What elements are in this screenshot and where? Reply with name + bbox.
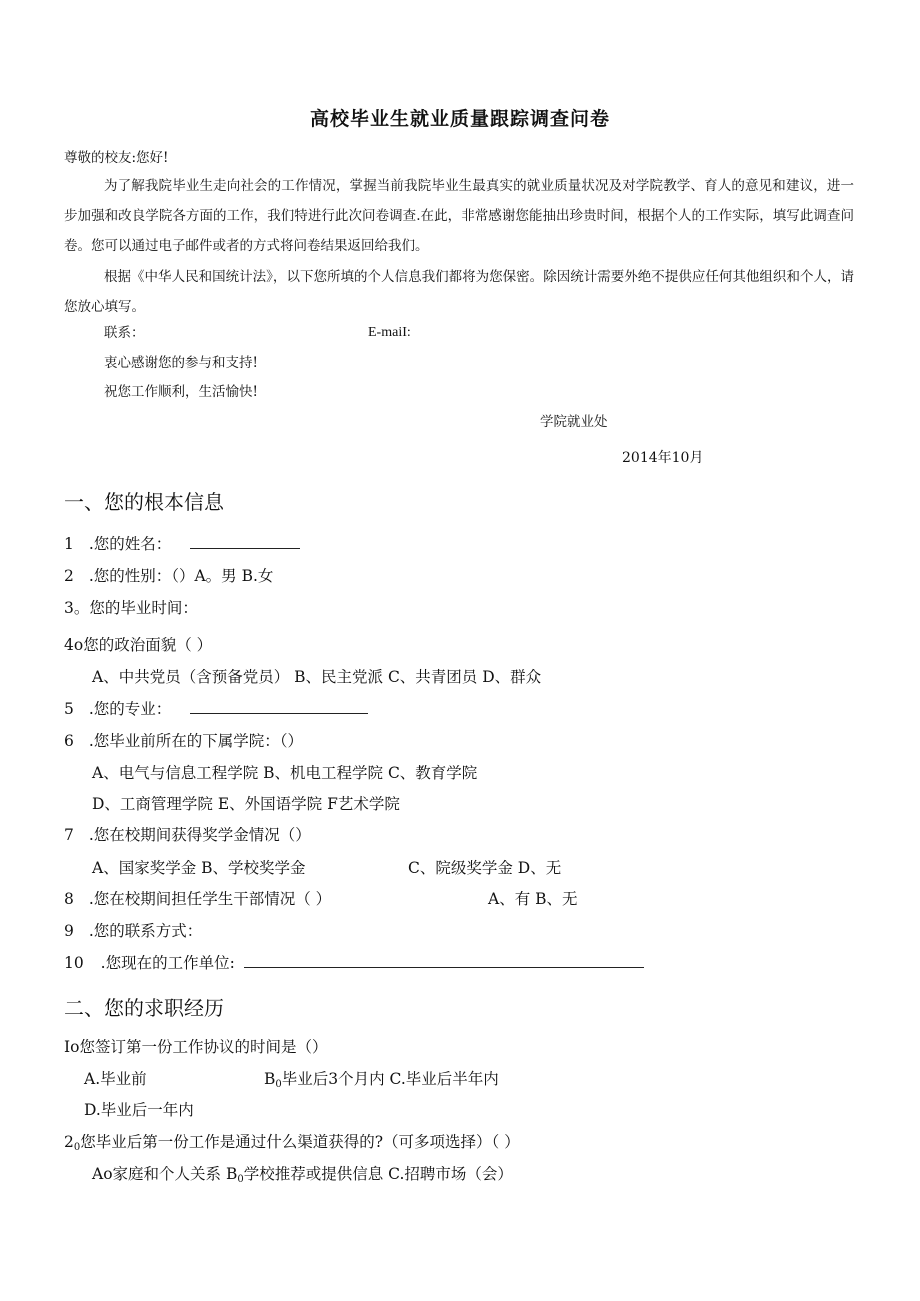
option-letter: B bbox=[264, 1070, 276, 1088]
question-number: 1 bbox=[64, 535, 74, 553]
question-subscript: 0 bbox=[73, 1142, 81, 1153]
question-8-options: A、有 B、无 bbox=[488, 890, 578, 908]
option-subscript: 0 bbox=[275, 1079, 282, 1090]
question-number: 5 bbox=[64, 700, 74, 718]
question-5 bbox=[64, 697, 368, 719]
question-number: 10 bbox=[64, 954, 84, 972]
question-number: 2 bbox=[64, 1133, 74, 1151]
option-text: Ao家庭和个人关系 B bbox=[92, 1165, 238, 1183]
question-number: 9 bbox=[64, 922, 74, 940]
s2-question-1: Io您签订第一份工作协议的时间是（） bbox=[64, 1038, 328, 1056]
name-answer-line[interactable] bbox=[190, 534, 300, 549]
employer-answer-line[interactable] bbox=[244, 953, 644, 968]
wish-line: 祝您工作顺利，生活愉快! bbox=[104, 384, 258, 400]
major-answer-line[interactable] bbox=[190, 699, 368, 714]
option-text: 学校推荐或提供信息 C.招聘市场（会） bbox=[243, 1165, 513, 1183]
question-number: 2 bbox=[64, 567, 74, 585]
question-4-options: A、中共党员（含预备党员） B、民主党派 C、共青团员 D、群众 bbox=[92, 668, 542, 686]
contact-label: 联系： bbox=[104, 325, 145, 341]
greeting: 尊敬的校友:您好! bbox=[64, 150, 169, 166]
question-text: .您在校期间担任学生干部情况（ ） bbox=[88, 890, 332, 908]
intro-paragraph-1: 为了解我院毕业生走向社会的工作情况，掌握当前我院毕业生最真实的就业质量状况及对学院教学、育人的意见和建议，进一步加强和改良学院各方面的工作，我们特进行此次问卷调查.在此，非常感谢您能抽出珍贵时间，根据个人的工作实际，填写此调查问卷。您可以通过电子邮件或者的方式将问卷结果返回给我们。 bbox=[64, 178, 854, 254]
thanks-line: 衷心感谢您的参与和支持! bbox=[104, 355, 258, 371]
option-subscript: 0 bbox=[237, 1174, 244, 1185]
question-1 bbox=[64, 532, 300, 554]
intro-paragraph-2: 根据《中华人民和国统计法》，以下您所填的个人信息我们都将为您保密。除因统计需要外绝不提供应任何其他组织和个人，请您放心填写。 bbox=[64, 269, 854, 315]
section-2-heading: 二、您的求职经历 bbox=[64, 996, 224, 1020]
question-text: .您现在的工作单位: bbox=[100, 954, 235, 972]
question-7-options-b: C、院级奖学金 D、无 bbox=[408, 859, 562, 877]
s2-question-1-option-d: D.毕业后一年内 bbox=[84, 1101, 194, 1119]
question-text: 您毕业后第一份工作是通过什么渠道获得的?（可多项选择）（ ） bbox=[80, 1133, 520, 1151]
question-3: 3。您的毕业时间： bbox=[64, 599, 198, 617]
s2-question-1-option-a: A.毕业前 bbox=[84, 1070, 147, 1088]
question-text: .您的专业： bbox=[88, 700, 172, 718]
question-number: 6 bbox=[64, 732, 74, 750]
s2-question-1-options-bc bbox=[264, 1067, 499, 1090]
s2-question-2-options bbox=[92, 1162, 513, 1185]
question-number: 7 bbox=[64, 826, 74, 844]
question-6-options-1: A、电气与信息工程学院 B、机电工程学院 C、教育学院 bbox=[92, 764, 478, 782]
office-signature: 学院就业处 bbox=[540, 414, 608, 430]
question-8 bbox=[64, 887, 331, 909]
page-title: 高校毕业生就业质量跟踪调查问卷 bbox=[309, 108, 610, 130]
question-6-options-2: D、工商管理学院 E、外国语学院 F艺术学院 bbox=[92, 795, 400, 813]
question-text: .您在校期间获得奖学金情况（） bbox=[88, 826, 311, 844]
option-text: 毕业后3个月内 C.毕业后半年内 bbox=[281, 1070, 499, 1088]
email-label: E-maiI: bbox=[368, 325, 411, 340]
question-9 bbox=[64, 919, 202, 941]
question-2 bbox=[64, 564, 273, 586]
question-6 bbox=[64, 729, 303, 751]
question-7-options-a: A、国家奖学金 B、学校奖学金 bbox=[92, 859, 306, 877]
question-4: 4o您的政治面貌（ ） bbox=[64, 636, 213, 654]
s2-question-2 bbox=[64, 1130, 520, 1153]
question-text: .您的姓名： bbox=[88, 535, 172, 553]
section-1-heading: 一、您的根本信息 bbox=[64, 490, 224, 514]
question-text: .您的性别：（）A。男 B.女 bbox=[88, 567, 274, 585]
letter-date: 2014年10月 bbox=[622, 450, 704, 466]
question-text: .您的联系方式： bbox=[88, 922, 203, 940]
question-number: 8 bbox=[64, 890, 74, 908]
question-text: .您毕业前所在的下属学院：（） bbox=[88, 732, 303, 750]
question-7 bbox=[64, 823, 311, 845]
question-10 bbox=[64, 951, 644, 973]
